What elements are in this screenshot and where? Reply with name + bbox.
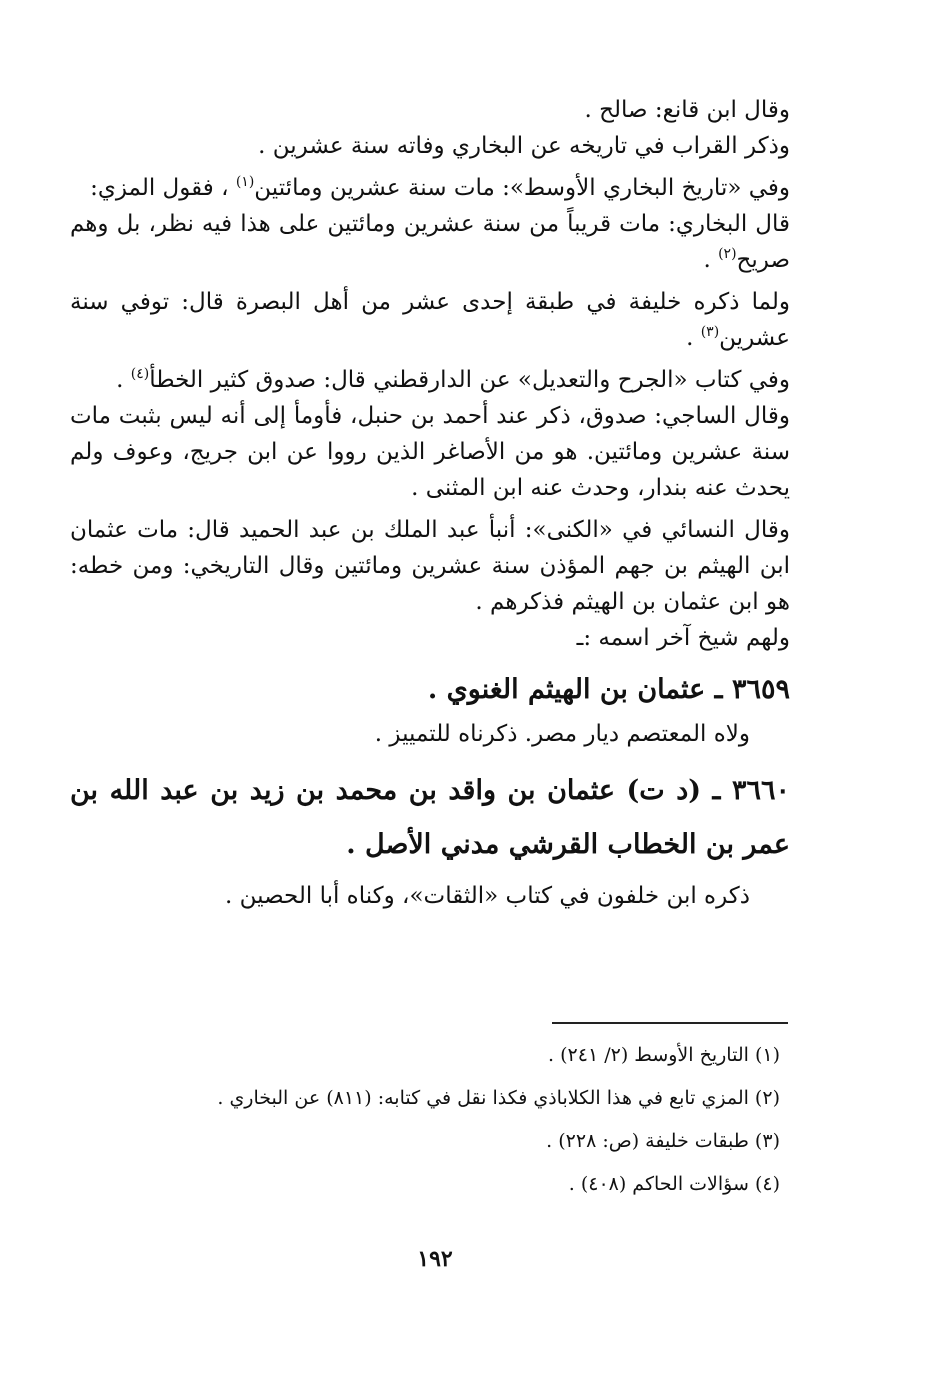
footnote-separator <box>552 1022 788 1024</box>
para-khalifa-tail: . <box>686 325 694 351</box>
footnote-marker-2: (٢) <box>718 246 737 262</box>
main-text <box>70 92 790 914</box>
footnotes <box>130 1034 780 1206</box>
para-other-sheikh: ولهم شيخ آخر اسمه :ـ <box>576 625 790 651</box>
line-qarrab: وذكر القراب في تاريخه عن البخاري وفاته سنة عشرين . <box>258 133 790 159</box>
para-bukhari-tail: . <box>703 247 711 273</box>
footnote-3: (٣) طبقات خليفة (ص: ٢٢٨) . <box>546 1130 780 1152</box>
para-tarikh-awsat-text: وفي «تاريخ البخاري الأوسط»: مات سنة عشرين ومائتين <box>254 175 790 201</box>
para-tarikh-awsat <box>70 170 790 206</box>
para-jarh-tadil <box>70 362 790 398</box>
entry-heading-3660: ٣٦٦٠ ـ (د ت) عثمان بن واقد بن محمد بن زيد بن عبد الله بن عمر بن الخطاب القرشي مدني الأصل . <box>70 775 790 860</box>
para-nasai: وقال النسائي في «الكنى»: أنبأ عبد الملك بن عبد الحميد قال: مات عثمان ابن الهيثم بن جهم المؤذن سنة عشرين ومائتين وقال التاريخي: ومن خطه: هو ابن عثمان بن الهيثم فذكرهم . <box>70 517 790 615</box>
para-saji: وقال الساجي: صدوق، ذكر عند أحمد بن حنبل، فأومأ إلى أنه ليس بثبت مات سنة عشرين ومائتين. هو من الأصاغر الذين رووا عن ابن جريج، وعوف ولم يحدث عنه بندار، وحدث عنه ابن المثنى . <box>70 403 790 501</box>
para-khalifa <box>70 284 790 356</box>
page-number: ١٩٢ <box>417 1246 453 1272</box>
para-jarh-tail: . <box>116 367 124 393</box>
para-bukhari-quote <box>70 206 790 278</box>
footnote-marker-3: (٣) <box>700 324 720 340</box>
para-bukhari-text: قال البخاري: مات قريباً من سنة عشرين ومائتين على هذا فيه نظر، بل وهم صريح <box>70 211 790 273</box>
para-tarikh-awsat-tail: ، فقول المزي: <box>90 175 229 201</box>
line-ibn-qani: وقال ابن قانع: صالح . <box>584 97 790 123</box>
para-jarh-text: وفي كتاب «الجرح والتعديل» عن الدارقطني قال: صدوق كثير الخطأ <box>149 367 790 393</box>
entry-heading-3659: ٣٦٥٩ ـ عثمان بن الهيثم الغنوي . <box>427 674 790 705</box>
footnote-2: (٢) المزي تابع في هذا الكلاباذي فكذا نقل في كتابه: (٨١١) عن البخاري . <box>217 1087 780 1109</box>
entry-text-3659: ولاه المعتصم ديار مصر. ذكرناه للتمييز . <box>374 721 750 747</box>
footnote-4: (٤) سؤالات الحاكم (٤٠٨) . <box>568 1173 780 1195</box>
para-khalifa-text: ولما ذكره خليفة في طبقة إحدى عشر من أهل البصرة قال: توفي سنة عشرين <box>70 289 790 351</box>
footnote-marker-4: (٤) <box>130 366 150 382</box>
footnote-1: (١) التاريخ الأوسط (٢/ ٢٤١) . <box>548 1044 780 1066</box>
footnote-marker-1: (١) <box>235 174 255 190</box>
entry-text-3660: ذكره ابن خلفون في كتاب «الثقات»، وكناه أبا الحصين . <box>225 883 750 909</box>
